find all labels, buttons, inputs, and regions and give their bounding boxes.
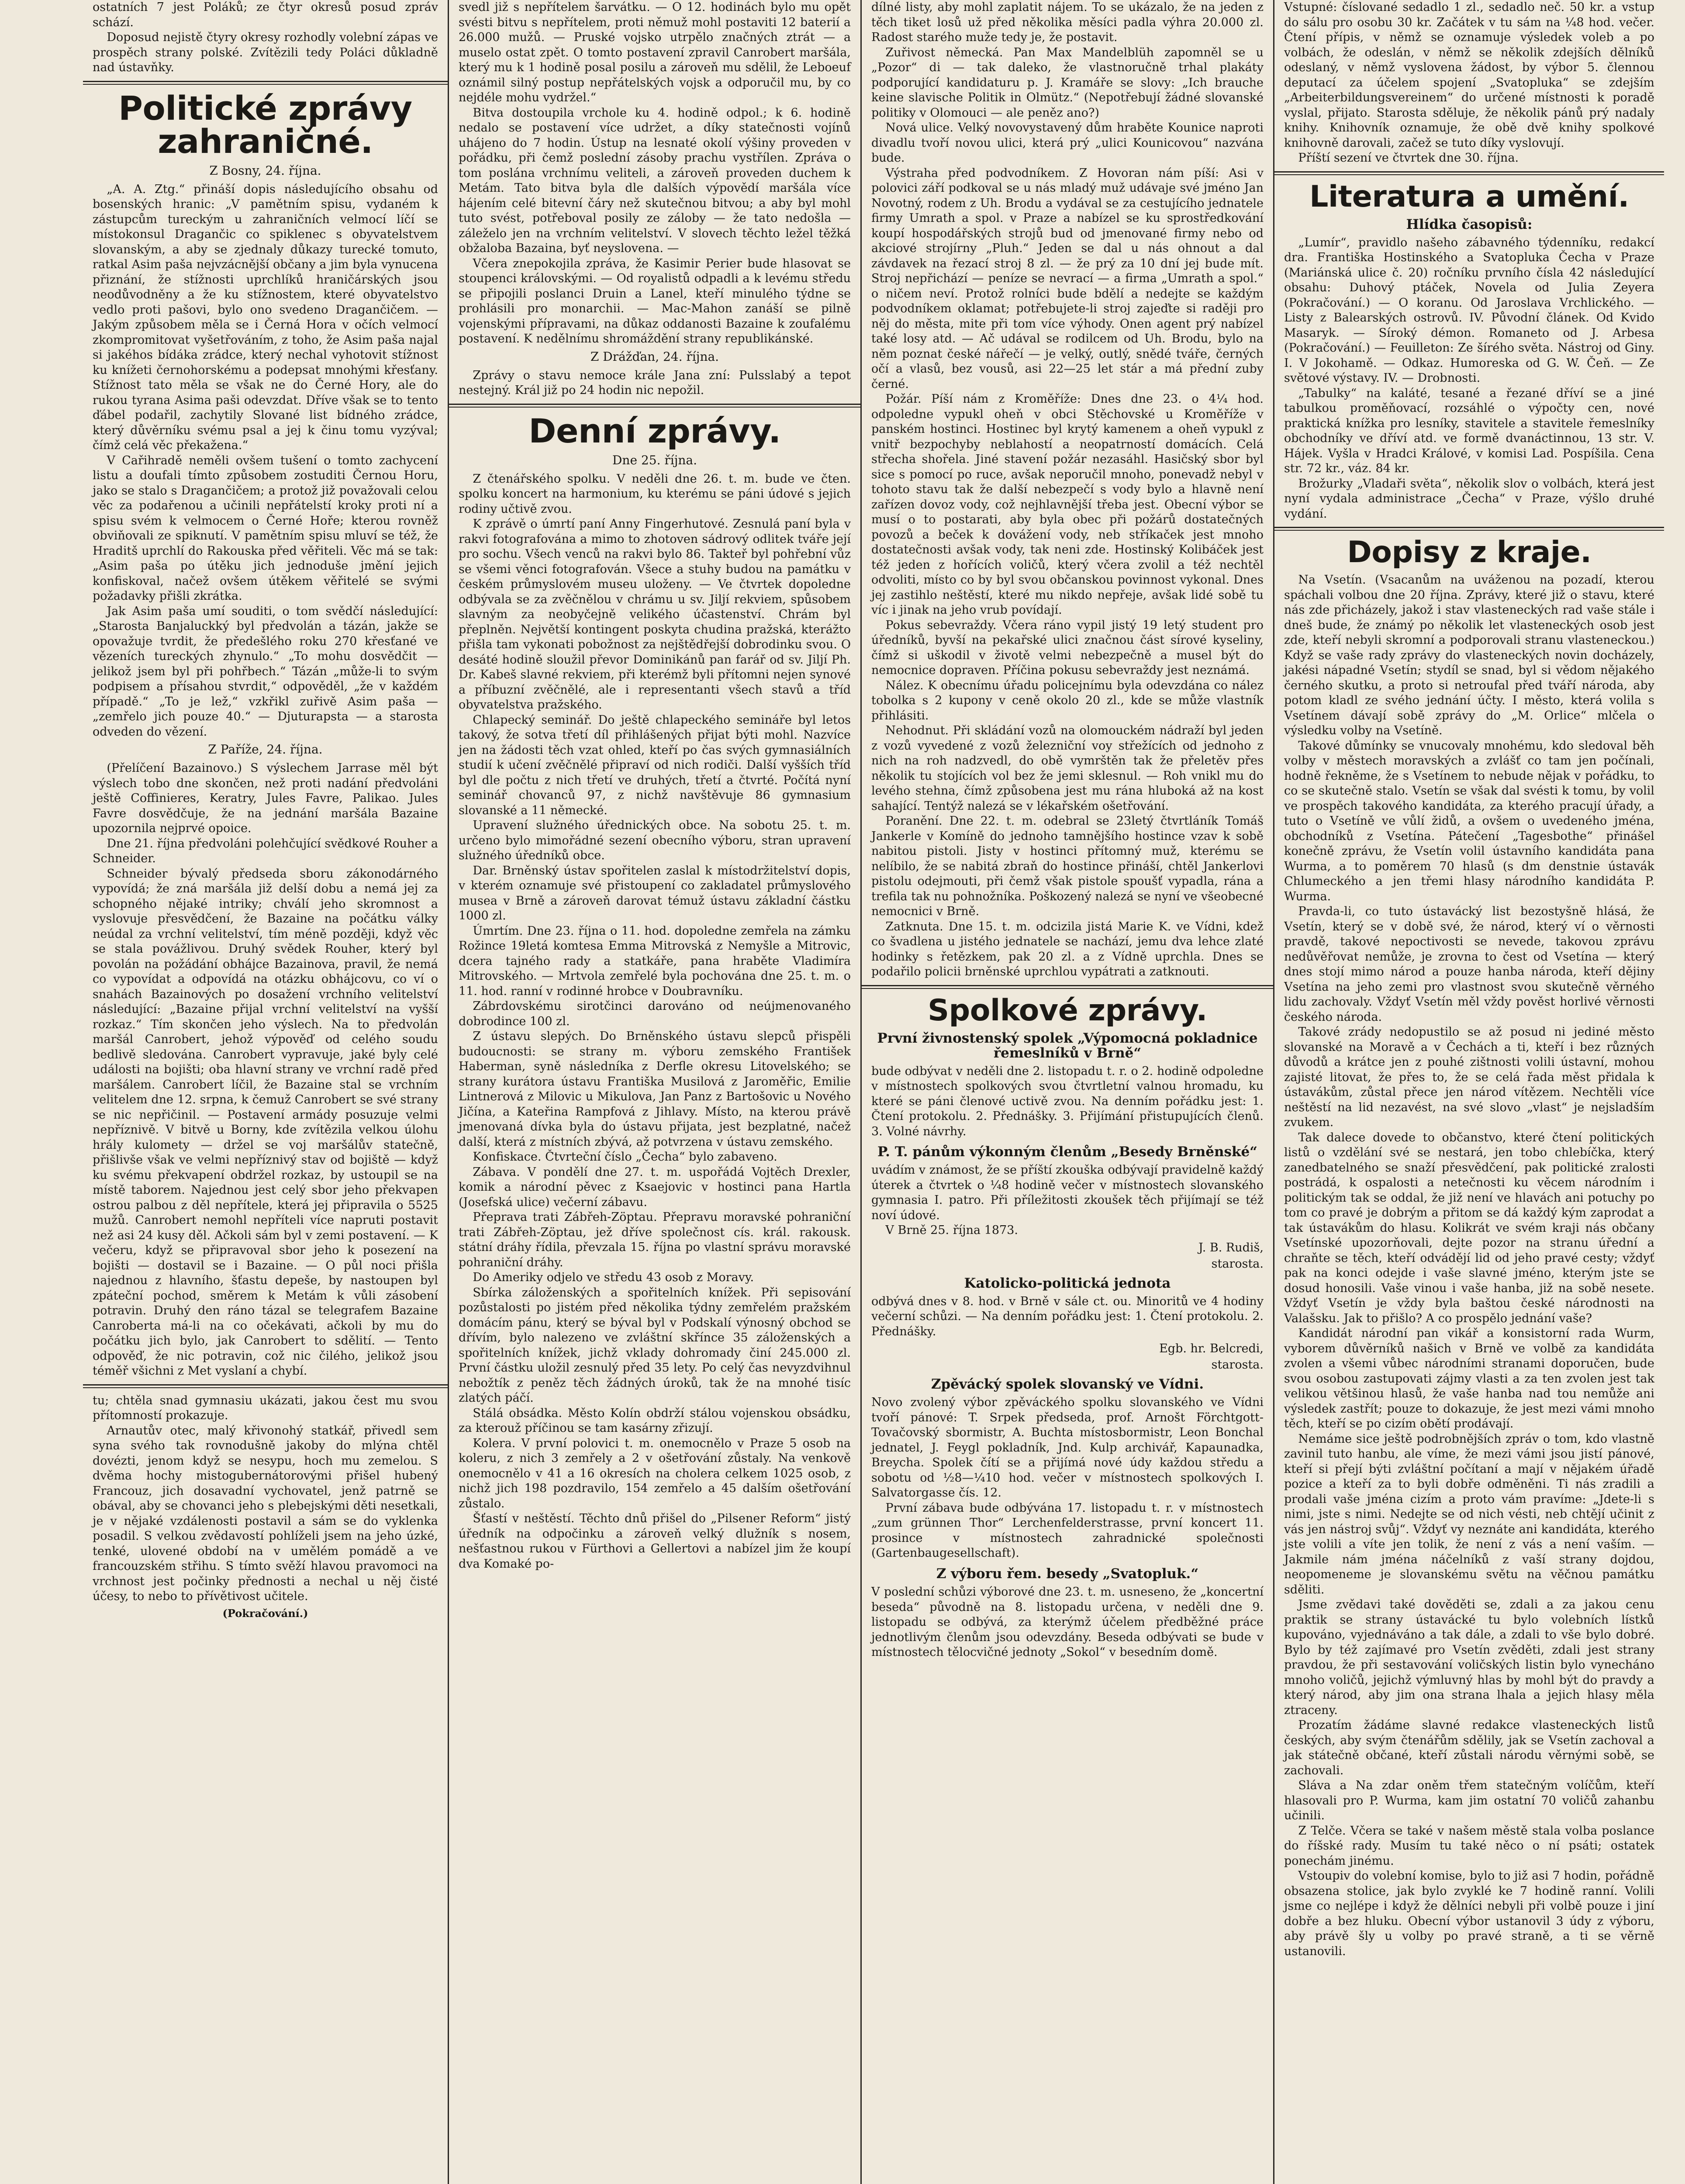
paragraph: Jak Asim paša umí souditi, o tom svědčí následující: „Starosta Banjaluckký byl předvolán a tázán, jakže se opovažuje tvrdit, že předešlého roku 270 křesťané ve vězeních tureckých zhynulo.“ „To mohu dosvědčit — jelikož jsem byl při pohřbech.“ Tázán „může-li to svým podpisem a přísahou stvrdit,“ odpověděl, „že v každém případě.“ „To je lež,“ vzkřikl zuřivě Asim paša — „zemřelo jich pouze 40.“ — Djuturapsta — a starosta odveden do vězení. (93, 604, 438, 739)
dateline: Dne 25. října. (612, 453, 697, 467)
letter-paragraph: Sláva a Na zdar oněm třem statečným volíčům, kteří hlasovali pro P. Wurma, kam jim ostatní 70 voličů zahanbu učinili. (1284, 1779, 1654, 1823)
club-text: uvádím v známost, že se příští zkouška odbývají pravidelně každý úterek a čtvrtek o ¼8 hodině večer v místnostech slovanského gymnasia I. patro. Při příležitosti zkoušek těch přijímají se též noví údové. (871, 1163, 1264, 1222)
paragraph: Arnautův otec, malý křivonohý statkář, přivedl sem syna svého tak rovnodušně jakoby do mlýna chtěl dovézti, jenom když se nesypu, hoch mu zemelou. S dvěma hochy mistogubernátorovými přišel hubený Francouz, jich dosavadní vychovatel, jenž patrně se obával, aby se chovanci jeho s plebejskými děti nesetkali, je v nějaké vzdálenosti postavil a sám se do vyklenka posadil. S velkou zvědavostí pohlíželi jsem na jeho úzké, tenké, ulovené období na v umělém pomádě a ve francouzském střihu. S tímto svěží hlavou pravomoci na vrchnost jest počinky přednosti a nechal u něj čisté účesy, to nebo to přívětivost učitele. (93, 1424, 438, 1603)
dateline: Z Drážďan, 24. října. (590, 349, 719, 364)
signature-name: J. B. Rudiš, (1198, 1241, 1264, 1254)
letter-paragraph: Vstoupiv do volební komise, bylo to již asi 7 hodin, pořádně obsazena stolice, jak bylo zvyklé ke 7 hodině ranní. Volili jsme co nejlépe i když že dělníci nebyli při volbě pouze i jiní dobře a bez hluku. Obecní výbor ustanovil 3 údy z výboru, aby právě šly u volby po pravé straně, a ti se věrně ustanovili. (1284, 1869, 1654, 1958)
news-item: Pokus sebevraždy. Včera ráno vypil jistý 19 letý student pro úředníků, byvší na pekařské ulici značnou část sírové kyseliny, čímž si uškodil v životě velmi nebezpečně a musel být do nemocnice dopraven. Příčina pokusu sebevraždy jest neznámá. (871, 618, 1264, 677)
column-1 (83, 0, 448, 2184)
news-item: Nová ulice. Velký novovystavený dům hraběte Kounice naproti divadlu tvoří novou ulici, která prý „ulici Kounicovou“ nazvána bude. (871, 121, 1264, 165)
subheading-hlidka: Hlídka časopisů: (1406, 216, 1533, 232)
article-pariz (93, 761, 438, 1379)
club-title: Zpěvácký spolek slovanský ve Vídni. (931, 1376, 1204, 1393)
divider (862, 985, 1273, 989)
news-item: Upravení služného úřednických obce. Na sobotu 25. t. m. určeno bylo mimořádné sezení obecního výboru, stran upravení služného úředníků obce. (459, 819, 851, 862)
news-item: K zprávě o úmrtí paní Anny Fingerhutové. Zesnulá paní byla v rakvi fotografována a mimo to zhotoven sádrový odlitek tváře její pro sochu. Všech venců na rakvi bylo 86. Takteř byl pohřební vůz se všemi věnci fotografován. Všece a stuhy budou na památku v českém průmyslovém museu uloženy. — Ve čtvrtek dopoledne odbývala se za zvěčnělou v chrámu u sv. Jiljí rekviem, spůsobem slavným za neobyčejně velikého účastenství. Chrám byl přeplněn. Největší kontingent poskyta chudina pražská, kterážto přišla tam vykonati pobožnost za nejštědřejší dobrodinku svou. O desáté hodině sloužil převor Dominikánů pan farář od sv. Jiljí Ph. Dr. Kabeš slavné rekviem, při kterémž byli přítomni nejen synové a příbuzní zvěčnělé, ale i representanti všech stavů a tříd obyvatelstva pražského. (459, 517, 851, 712)
paragraph: Schneider bývalý předseda sboru zákonodárného vypovídá; že zná maršála již delší dobu a nemá jej za schopného nějaké intriky; chválí jeho skromnost a vyslovuje přesvědčení, že Bazaine na počátku války neúdal za vrchní velitelství, tím méně později, když věc se stala povážlivou. Druhý svědek Rouher, který byl povolán na požádání obhájce Bazainova, pravil, že nemá co vypovídat a odpovídá na otázku obhájcovu, co ví o snahách Bazainových po dosažení vrchního velitelství následující: „Bazaine přijal vrchní velitelství na vyšší rozkaz.“ Tím skončen jeho výslech. Na to předvolán maršál Canrobert, jehož výpověď od celého soudu bedlivě sledována. Canrobert vypravuje, jaké byly celé události na bojišti; oba hlavní strany ve vrchní radě před maršálem. Canrobert líčil, že Bazaine stal se vrchním velitelem dne 12. srpna, k čemuž Canrobert se své strany se nic nepřičinil. — Postavení armády posuzuje velmi nepříznivě. V bitvě u Borny, kde zvítězila velkou úlohu hrály kulomety — držel se voj maršálův statečně, přišlivše však ve velmi nepříznivý stav od bojiště — když ku svému překvapení obdržel rozkaz, by ustoupil se na místě taborem. Najednou jest celý sbor jeho překvapen ostrou palbou z děl nepřítele, která jej připravila o 5525 mužů. Canrobert nemohl nepříteli více napruti postavit než asi 24 kusy děl. Ačkoli sám byl v zemi postavení. — K večeru, když se připravoval sbor jeho k posezení na bojišti — dostavil se i Bazaine. — O půl noci přišla najednou z hlavního, šťastu depeše, by nastoupen byl zpáteční pochod, směrem k Metám k vůli zásobení potravin. Druhý den ráno tázal se telegrafem Bazaine Canroberta má-li na co očekávati, ačkoli by mu do počátku jich bylo, jak Canrobert to sdělití. — Tento odpověď, že nic potravin, což nic čilého, jelikož jsou téměř všichni z Met vyslaní a chybí. (93, 867, 438, 1378)
letter-paragraph: Z Telče. Včera se také v našem městě stala volba poslance do říšské rady. Musím tu také něco o ní psáti; ostatek ponechám jinému. (1284, 1824, 1654, 1868)
club-text: odbývá dnes v 8. hod. v Brně v sále ct. ou. Minoritů ve 4 hodiny večerní schůzi. — Na denním pořádku jest: 1. Čtení protokolu. 2. Přednášky. (871, 1294, 1264, 1338)
news-item: Zatknuta. Dne 15. t. m. odcizila jistá Marie K. ve Vídni, kdež co švadlena u jistého jednatele se nachází, jemu dva lehce zlaté hodinky s řetězkem, pak 20 zl. a z Vídně uprchla. Dnes se podařilo policii brněnské uprchlou vypátrati a zatknouti. (871, 919, 1264, 978)
paragraph: tu; chtěla snad gymnasiu ukázati, jakou čest mu svou přítomností prokazuje. (93, 1393, 438, 1422)
news-item: Konfiskace. Čtvrteční číslo „Čecha“ bylo zabaveno. (473, 1150, 777, 1164)
news-item: Dar. Brněnský ústav spořitelen zaslal k místodržitelství dopis, v kterém oznamuje své přistoupení co zakladatel průmyslového musea v Brně a zároveň darovat témuž ústavu základní částku 1000 zl. (459, 864, 851, 923)
article-bosna (93, 182, 438, 740)
next-meeting-note: Příští sezení ve čtvrtek dne 30. října. (1298, 151, 1519, 165)
divider (83, 81, 448, 85)
paragraph: (Přelíčení Bazainovo.) S výslechem Jarrase měl být výslech tobo dne skončen, než proti nadání předvoláni ještě Coffinieres, Keratry, Jules Favre, Palikao. Jules Favre dosvědčuje, že na jednání maršála Bazaine upozornila nejprvé opoice. (93, 761, 438, 835)
signature-place: V Brně 25. října 1873. (885, 1223, 1018, 1237)
paragraph: Včera znepokojila zpráva, že Kasimir Perier bude hlasovat se stoupenci královskými. — Od royalistů odpadli a k levému středu se připojili poslanci Druin a Lanel, kteří minulého týdne se prohlásili pro monarchii. — Mac-Mahon zanáší se pilně vojenskými přípravami, na důkaz oddanosti Bazaine k zoufalému postavení. K nedělnímu shromáždění strany republikánské. (459, 256, 851, 346)
club-news (871, 1031, 1264, 1660)
news-item: Stálá obsádka. Město Kolín obdrží stálou vojenskou obsádku, za kterouž příčinou se tam kasárny zřizují. (459, 1406, 851, 1435)
letter-paragraph: Takové zrády nedopustilo se až posud ni jediné město slovanské na Moravě a v Čechách a ti, kteří i bez různých důvodů a krátce jen z pouhé zištnosti volili ústavní, mohou zajisté litovat, že přes to, že se celá řada měst přidala k ústavákům, zůstal přece jen národ vítězem. Nechtěli více neštěstí na lid nezavést, na své slovo „vlast“ je nejsladším zvukem. (1284, 1025, 1654, 1130)
news-item: Chlapecký seminář. Do ještě chlapeckého semináře byl letos takový, že sotva třetí díl přihlášených přijat býti mohl. Nazvíce jen na žádosti těch vzat ohled, kteří po čas svých gymnasiálních studií k učení zvěčnělé připraví od nich rodiči. Další vyšších tříd byl dle počtu z nich třetí ve druhých, třetí a čtvrté. Počítá nyní seminář chovanců 97, z nichž navštěvuje 86 gymnasium slovanské a 11 německé. (459, 713, 851, 817)
news-item: Nehodnut. Při skládání vozů na olomouckém nádraží byl jeden z vozů vyvedené z vozů železniční voy střežících od jednoho z nich na roh nadzvedl, do obě vymrštěn tak že přeletěv přes několik tu stojících vol bez že jemi sklesnul. — Roh vnikl mu do levého stehna, čímž způsobena jest mu rána hluboká až na kost sahající. Tentýž nalezá se v lékařském ošetřování. (871, 724, 1264, 813)
news-item: Nález. K obecnímu úřadu policejnímu byla odevzdána co nález tobolka s 2 kupony v ceně okolo 20 zl., kde se může vlastník přihlásiti. (871, 678, 1264, 722)
literature-list (1284, 235, 1654, 522)
column-4 (1273, 0, 1664, 2184)
club-title: První živnostenský spolek „Výpomocná pokladnice řemeslníků v Brně“ (877, 1030, 1258, 1061)
paragraph: dílné listy, aby mohl zaplatit nájem. To se ukázalo, že na jeden z těch tiket losů už před několika měsíci padla výhra 20.000 zl. Radost starého muže tedy je, že postavit. (871, 0, 1264, 44)
paragraph: ostatních 7 jest Poláků; ze čtyr okresů posud zpráv schází. (93, 0, 438, 29)
paragraph: V Cařihradě neměli ovšem tušení o tomto zachycení listu a doufali tímto způsobem zostuditi Černou Horu, jako se stalo s Dragančičem; a protož již považovali celou věc za podařenou a učinili nepřátelstí kroky proti ní a spisu svém k velmocem o Černé Hoře; kterou rovněž obviňovali ze spiknutí. V pamětním spisu mluví se též, že Hraditš uprchlí do Rakouska před věřiteli. Věc má se tak: „Asim paša po útěku jich jednoduše jmění jejich konfiskoval, načež ovšem útěkem věřitelé se svými požadavky přišli zkrátka. (93, 453, 438, 603)
paragraph: Zprávy o stavu nemoce krále Jana zní: Pulsslabý a tepot nestejný. Král již po 24 hodin nic nepožil. (459, 368, 851, 397)
club-title: Katolicko-politická jednota (964, 1275, 1171, 1291)
letter-paragraph: Takové důmínky se vnucovaly mnohému, kdo sledoval běh volby v městech moravských a zvlášť co tam jen počínali, hodně řekněme, že s Vsetínem to nebude nějak v pořádku, to co se skutečně stalo. Vsetín se však dal svésti k tomu, by volil ve prospěch takového kandidáta, za kterého pracují úřady, a tuto o Vsetíně ve vůlí židů, a ovšem o uvedeného jména, obchodníků z Vsetína. Pátečení „Tagesbothe“ přinášel konečně zprávu, že Vsetín volil ústavního kandidáta pana Wurma, a to poměrem 70 hlasů (s dm denstnie ústavák Chlumeckého a jen třemi hlasy národního kandidáta P. Wurma. (1284, 739, 1654, 903)
literature-item: „Tabulky“ na kaláté, tesané a řezané dříví se a jiné tabulkou proměňovací, rozsáhlé o výpočty cen, nové praktická knížka pro lesníky, stavitele a stavitele řemeslníky obchodníky ve dříví atd. ve formě dvanáctinnou, 13 str. V. Hájek. Vyšla v Hradci Králové, v komisi Lad. Pospíšila. Cena str. 72 kr., váz. 84 kr. (1284, 386, 1654, 476)
paragraph: „A. A. Ztg.“ přináší dopis následujícího obsahu od bosenských hranic: „V pamětním spisu, vydaném k zástupcům tureckým u zahraničních velmocí líčí se místokonsul Dragančic co spiklenec s obyvatelstvem slovanským, a aby se zjednaly důkazy turecké tomuto, ratkal Asim paša nejvzácnější občany a jim byla vynucena přiznání, že stížnosti uprchlíků hraničárských jsou neodůvodněny a že ku stížnostem, které obyvatelstvo vedlo proti pašovi, bylo ono svedeno Dragančičem. — Jakým způsobem měla se i Černá Hora v očích velmocí zkompromitovat vyšetřováním, z toho, že Asim paša najal si jakéhos bídáka zrádce, který nechal vyhotovit stížnost ku knížeti černohorskému a podepsat mnohými křesťany. Stížnost tato měla se však ne do Černé Hory, ale do rukou tyrana Asima paši odevzdat. Dříve však se to tento ďábel podařil, zachytily Slované list bídného zrádce, který důvěrníku svému psal a jej k činu tomu vyzýval; čímž celá věc překažena.“ (93, 182, 438, 452)
news-item: Šťastí v neštěstí. Těchto dnů přišel do „Pilsener Reform“ jistý úředník na odpočinku a zároveň velký dlužník s nosem, nešťastnou rukou v Fürthovi a Gellertovi a nabízel jim že koupí dva Komaké po- (459, 1512, 851, 1571)
signature-role: starosta. (1211, 1257, 1264, 1271)
news-item: Poranění. Dne 22. t. m. odebral se 23letý čtvrtláník Tomáš Jankerle v Komíně do jednoho tamnějšího hostince vzav k sobě nabitou pistoli. Jisty v hostinci přítomný muž, kterému se nelíbilo, že se nabitá zbraň do hostince přináší, chtěl Jankerlovi pistolu odejmouti, při čemž však pistole spoušť vypadla, rána a trefila tak nu pohnožníka. Poškozený nalezá se nyní ve všeobecné nemocnici v Brně. (871, 814, 1264, 918)
letter-paragraph: Na Vsetín. (Vsacanům na uváženou na pozadí, kterou spáchali volbou dne 20 října. Zprávy, které již o stavu, které nás zde přicházely, jakož i stav vlasteneckých rad vaše stále i dneš bude, že známý po několik let vlasteneckých osob jest zde, kteří nebyli skromní a podporovali stranu vlasteneckou.) Když se vaše rady zprávy do vlasteneckých novin docházely, jakési nápadné Vsetín; stydíl se snad, byl si vědom nějakého černého skutku, a proto si netroufal před tváří národa, aby potom kladl ze svého jednání účty. I město, která volila s Vsetínem dávají sobě zprávy do „M. Orlice“ mlčela o výsledku volby na Vsetíně. (1284, 573, 1654, 738)
club-text: První zábava bude odbývána 17. listopadu t. r. v místnostech „zum grünnen Thor“ Lerchenfelderstrasse, první koncert 11. prosince v místnostech zahradnické společnosti (Gartenbaugesellschaft). (871, 1501, 1264, 1560)
news-item: Zuřivost německá. Pan Max Mandelblüh zapomněl se u „Pozor“ di — tak daleko, že vlastnoručně trhal plakáty podporující kandidaturu p. J. Kramáře se slovy: „Ich brauche keine slavische Politik in Olmütz.“ (Nepotřebují žádné slovanské politiky v Olomouci — ale peněz ano?) (871, 45, 1264, 120)
signature-name: Egb. hr. Belcredi, (1159, 1342, 1264, 1356)
letter-paragraph: Nemáme sice ještě podrobnějších zpráv o tom, kdo vlastně zavinil tuto hanbu, ale víme, že mezi vámi jsou jistí pánové, kteří si přejí býti zvláštní počítaní a mají v nějakém úřadě pozice a kteří za to byli dobře odměněni. Ti nás zradili a prodali vaše jména cizím a proto vám pravíme: „Jdete-li s nimi, jste s nimi. Nedejte se od nich vésti, neb chtějí učinit z vás jen nástroj svůj“. Vždyť vy neznáte ani kandidáta, kterého jste volili a víte jen tolik, že není z vás a není vaším. — Jakmile nám jména náčelníků z vaší strany dojdou, neopomeneme je slovanskému světu na věčnou památku sděliti. (1284, 1432, 1654, 1597)
letter-paragraph: Pravda-li, co tuto ústavácký list bezostyšně hlásá, že Vsetín, který se v době své, že národ, který ví o věrnosti pravdě, takové nepoctivosti se nevede, takovou zprávu nedůvěřovat nemůže, je zrovna to čest od Vsetína — který dnes stojí mimo národ a pouze hanba národa, kteří dějiny Vsetína na jeho zemi pro vlastnost svou skutečně věrného lidu zachovaly. Vždyť Vsetín měl vždy pověst horlivé věrnosti českého národa. (1284, 905, 1654, 1024)
feuilleton-credit: (Pokračování.) (222, 1607, 308, 1620)
divider (1274, 171, 1664, 175)
news-item: Kolera. V první polovici t. m. onemocnělo v Praze 5 osob na koleru, z nich 3 zemřely a 2 v ošetřování zůstaly. Na venkově onemocnělo v 41 a 16 okresích na cholera celkem 1025 osob, z nichž jich 198 pozdravilo, 154 zemřelo a 45 dalším ošetřování zůstalo. (459, 1436, 851, 1510)
feuilleton (93, 1393, 438, 1620)
news-item: Zábrdovskému sirotčinci darováno od neújmenovaného dobrodince 100 zl. (459, 999, 851, 1028)
feuilleton-divider (83, 1384, 448, 1388)
news-item: Z ústavu slepých. Do Brněnského ústavu slepců přispěli budoucnosti: se strany m. výboru zemského František Haberman, syně následníka z Derfle okresu Litovelského; se strany kurátora ústavu Františka Musilová z Jaroměřic, Emilie Lintnerová z Milovic u Mikulova, Jan Panz z Bartošovic u Nového Jičína, a Kateřina Rampfová z Jihlavy. Místo, na kterou právě jmenovaná dívka byla do ústavu přijata, jest bezplatné, načež další, která z místních zbývá, až potvrzena v ústavu zemského. (459, 1030, 851, 1149)
literature-item: Brožurky „Vladaři světa“, několik slov o volbách, která jest nyní vydala administrace „Čecha“ v Praze, výšlo druhé vydání. (1284, 477, 1654, 521)
letter-paragraph: Jsme zvědavi také dověděti se, zdali a za jakou cenu praktik se strany ústavácké tu bylo volebních lístků kupováno, vyjednáváno a tak dále, a zdali to vše bylo dobré. Bylo by též zajímavé pro Vsetín zvěděti, zdali jest strany pravdou, že při sestavování voličských listin bylo vynecháno mnoho voličů, jejichž výmluvný hlas by mohl být do pravdy a který národ, aby jim ona strana lhala a jejich hlasy měla ztraceny. (1284, 1598, 1654, 1717)
divider (1274, 527, 1664, 531)
club-text: Novo zvolený výbor zpěváckého spolku slovanského ve Vídni tvoří pánové: T. Srpek předseda, prof. Arnošt Förchtgott-Tovačovský sbormistr, A. Buchta místosbormistr, Leon Bonchal jednatel, J. Feygl pokladník, Jnd. Kulp archivář, Kapaunadka, Breycha. Spolek čítí se a přijímá nové údy každou středu a sobotu od ½8—¼10 hod. večer v místnostech spolkových I. Salvatorgasse čís. 12. (871, 1396, 1264, 1500)
literature-item: „Lumír“, pravidlo našeho zábavného týdenníku, redakcí dra. Františka Hostinského a Svatopluka Čecha v Praze (Mariánská ulice č. 20) ročníku prvního čísla 42 následující obsahu: Duhový ptáček, Novela od Julia Zeyera (Pokračování.) — O koranu. Od Jaroslava Vrchlického. — Listy z Balearských ostrovů. IV. Původní článek. Od Kvido Masaryk. — Síroký démon. Romaneto od J. Arbesa (Pokračování.) — Feuilleton: Ze šírého světa. Nástroj od Giny. I. V Jokohamě. — Odkaz. Humoreska od G. W. Čeň. — Ze světové výstavy. IV. — Drobnosti. (1284, 235, 1654, 385)
letter-paragraph: Kandidát národní pan vikář a konsistorní rada Wurm, vyborem důvěrníků našich v Brně ve volbě za kandidáta zvolen a všemi vůbec národními stranami doporučen, bude svou osobou zastupovati zájmy vlasti a za ten zvolen jest tak velikou většinou hlasů, že vaše hanba nad tou nemůže ani výsledek zastřít; pouze to dokazuje, že jest mezi vámi mnoho těch, kteří se po cizím obětí prodávají. (1284, 1327, 1654, 1431)
daily-news-list (459, 472, 851, 1572)
signature-role: starosta. (1211, 1358, 1264, 1372)
letter-paragraph: Prozatím žádáme slavné redakce vlasteneckých listů českých, aby svým čtenářům sdělily, jak se Vsetín zachoval a jak státečně občané, kteří zůstali národu věrnými sobě, se zachovali. (1284, 1718, 1654, 1777)
divider (449, 404, 860, 408)
news-item: Zábava. V pondělí dne 27. t. m. uspořádá Vojtěch Drexler, komik a národní pěvec z Ksaejovic v hostinci pana Hartla (Josefská ulice) večerní zábavu. (459, 1165, 851, 1209)
paragraph: Dne 21. října předvoláni polehčující svědkové Rouher a Schneider. (93, 836, 438, 865)
letters-list (1284, 573, 1654, 1959)
club-text: V poslední schůzi výborové dne 23. t. m. usneseno, že „koncertní beseda“ původně na 8. listopadu určena, v neděli dne 9. listopadu se odbývá, za kterýmž účelem předběžné práce jednotlivým členům jsou odevzdány. Beseda odbývati se bude v místnostech tělocvičné jednoty „Sokol“ v besedním domě. (871, 1585, 1264, 1659)
col2-top (459, 0, 851, 347)
paragraph: Doposud nejistě čtyry okresy rozhodly volební zápas ve prospěch strany polské. Zvítězili tedy Poláci důkladně nad ústavňky. (93, 31, 438, 74)
news-item: Výstraha před podvodníkem. Z Hovoran nám píší: Asi v polovici září podkoval se u nás mladý muž udávaje své jméno Jan Novotný, rodem z Uh. Brodu a vydával se za cestujícího jednatele firmy Umrath a spol. v Praze a nabízel se ku sprostředkování koupí hospodářských strojů bud od jmenované firmy nebo od akciové strojírny „Pluh.“ Jeden se dal u nás ohnout a dal závdavek na řezací stroj 8 zl. — že prý za 10 dní jej bude mít. Stroj nepřichází — peníze se nevrací — a firma „Umrath a spol.“ o ničem neví. Protož rolníci bude bdělí a nedejte se každým podvodníkem oklamat; potřebujete-li stroj zajeďte si raději pro něj do města, mite při tom více výhody. Onen agent prý nabízel také losy atd. — Ač udával se rodilcem od Uh. Brodu, bylo na něm poznat české nářečí — je velký, outlý, snědé tváře, černých očí a vlasů, bez vousů, asi 22—25 let stár a má přední zuby černé. (871, 166, 1264, 391)
paragraph: Vstupné: číslované sedadlo 1 zl., sedadlo neč. 50 kr. a vstup do sálu pro osobu 30 kr. Začátek v tu sám na ¼8 hod. večer. Čtení přípis, v němž se oznamuje výsledek voleb a po volbách, že odeslán, v němž se několik zdejších dělníků odeslaný, v němž vyslovena žádost, by výbor 5. člennou deputací za účelem spojení „Svatopluka“ se zdejším „Arbeiterbildungsvereinem“ do určené místnosti k poradě vyslal, přijato. Starosta sděluje, že několik pánů prý nadaly knihy. Knihovník oznamuje, že obě dvě knihy spolkové knihovně darovali, začež se tuto díky vyslovují. (1284, 0, 1654, 150)
news-item: Z čtenářského spolku. V neděli dne 26. t. m. bude ve čten. spolku koncert na harmonium, ku kterému se páni údové s jejich rodiny učtivě zvou. (459, 472, 851, 516)
section-heading-dopisy: Dopisy z kraje. (1347, 535, 1592, 570)
section-heading-literatura: Literatura a umění. (1309, 179, 1629, 214)
dateline: Z Bosny, 24. října. (209, 163, 321, 178)
daily-news-continued (871, 45, 1264, 980)
section-heading-denni-zpravy: Denní zprávy. (528, 411, 781, 450)
news-item: Sbírka záloženských a spořitelních knížek. Při sepisování pozůstalosti po jistém před několika týdny zemřelém pražském domácím pánu, který se býval byl v Podskalí výnosný obchod se dřívím, bylo nalezeno ve zvláštní skřínce 35 záloženských a spořitelních knížek, jichž vklady dohromady činí 245.000 zl. První částku uložil zesnulý před 35 lety. Po celý čas nevyzdvihnul nebožtík z peněz těch žádných úroků, tak že na mnohé tisíc zlatých páčí. (459, 1286, 851, 1405)
club-text: bude odbývat v neděli dne 2. listopadu t. r. o 2. hodině odpoledne v místnostech spolkových svou čtvrtletní valnou hromadu, ku které se páni členové uctivě zvou. Na denním pořádku jest: 1. Čtení protokolu. 2. Přednášky. 3. Přijímání přistupujících členů. 3. Volné návrhy. (871, 1064, 1264, 1138)
news-item: Úmrtím. Dne 23. října o 11. hod. dopoledne zemřela na zámku Rožince 19letá komtesa Emma Mitrovská z Nemyšle a Mitrovic, dcera tajného rady a statkáře, pana hraběte Vladimíra Mitrovského. — Mrtvola zemřelé byla pochována dne 25. t. m. o 11. hod. ranní v rodinné hrobce v Doubravníku. (459, 924, 851, 998)
section-heading-spolkove-zpravy: Spolkové zprávy. (928, 993, 1207, 1028)
column-2 (448, 0, 860, 2184)
news-item: Přeprava trati Zábřeh-Zöptau. Přepravu moravské pohraniční trati Zábřeh-Zöptau, jež dříve společnost cís. král. rakousk. státní dráhy řídila, převzala 15. října po vlastní správu moravské pohraniční dráhy. (459, 1210, 851, 1269)
dateline: Z Paříže, 24. října. (208, 742, 323, 757)
paragraph: Bitva dostoupila vrchole ku 4. hodině odpol.; k 6. hodině nedalo se postavení více udržet, a díky statečnosti vojínů uhájeno do 7 hodin. Ústup na lesnaté okolí výšiny proveden v pořádku, při čemž poslední zásoby prachu vystřílen. Zpráva o tom poslána vrchnímu veliteli, a zároveň proveden duchem k Metám. Tato bitva byla dle dalších výpovědí maršála více hájením celé bitevní čáry než skutečnou bitvou; a aby byl mohl tuto svést, potřeboval posily ze záloby — že tato nedošla — záleželo jen na vrchním velitelství. V slovech těchto ležel těžká obžaloba Bazaina, byť neyslovena. — (459, 106, 851, 255)
paragraph: svedl již s nepřítelem šarvátku. — O 12. hodinách bylo mu opět svésti bitvu s nepřítelem, proti němuž mohl postaviti 12 baterií a 26.000 mužů. — Pruské vojsko utrpělo značných ztrát — a muselo ostat zpět. O tomto postavení zpravil Canrobert maršála, který mu k 1 hodině posal posilu a zároveň mu sdělil, že Leboeuf oznámil silný postup nepřátelských vojsk a odporučil mu, by co nejdéle mohu vydržel.“ (459, 0, 851, 104)
section-heading-politicke-zpravy: Politické zprávy zahraničné. (118, 88, 412, 161)
club-title: P. T. pánům výkonným členům „Besedy Brněnské“ (877, 1144, 1257, 1160)
column-3 (860, 0, 1273, 2184)
col1-top (93, 0, 438, 76)
club-title: Z výboru řem. besedy „Svatopluk.“ (936, 1565, 1199, 1582)
news-item: Požár. Píší nám z Kroměříže: Dnes dne 23. o 4¼ hod. odpoledne vypukl oheň v obci Stěchovské u Kroměříže v panském hostinci. Hostinec byl krytý kamenem a oheň vypukl z vnitř bezpochyby neblahostí a neopatrností domácích. Celá střecha shořela. Jiné stavení požár nezasáhl. Hasičský sbor byl sice s pomocí po ruce, avšak neporučil mnoho, ponevadž nebyl v tohoto stavu tak že další nebezpečí s vody bylo a hlavně není zařízen dovoz vody, což nejhlavnější třeba jest. Obecní výbor se musí o to postarati, aby byla obec při požárů dostatečných povozů a beček k dovážení vody, neb stříkaček jest mnoho dostatečnosti avšak vody, tak neni zde. Hostinský Kolibáček jest též jeden z hořících voličů, který včera zvolil a též nechtěl odvoliti, místo co by byl svou občanskou povinnost vykonal. Dnes jej zastihlo neštěstí, které mu nikdo nepřeje, avšak lidé sobě tu víc i jinak na jeho vrub povídají. (871, 392, 1264, 617)
news-item: Do Ameriky odjelo ve středu 43 osob z Moravy. (473, 1271, 754, 1284)
letter-paragraph: Tak dalece dovede to občanstvo, které čtení politických listů o vzdělání své se nestará, jen tobo chlebíčka, který zanedbatelného se snaží přesvědčení, pak politické zralosti postrádá, k ospalosti a netečnosti ku věcem národním i politickým tak se oddal, že již není ve hlavách ani potuchy po tom co pravé je dobrým a přitom se dá každý kým zaprodat a tak ústavákům do hlasu. Kolikrát ve svém kraji nás občany Vsetínské upozorňovali, dejte pozor na stranu úřední a chraňte se těch, kteří odvádějí lid od jeho pravé cesty; vždyť pak na konci odejde i vaše slavné jméno, kterým jste se dosud honosili. Vaše vinou i vaše hanba, již na sobě nesete. Vždyť Vsetín je vždy byla baštou české národnosti na Valašsku. Jak to přišlo? A co prospělo jednání vaše? (1284, 1130, 1654, 1325)
